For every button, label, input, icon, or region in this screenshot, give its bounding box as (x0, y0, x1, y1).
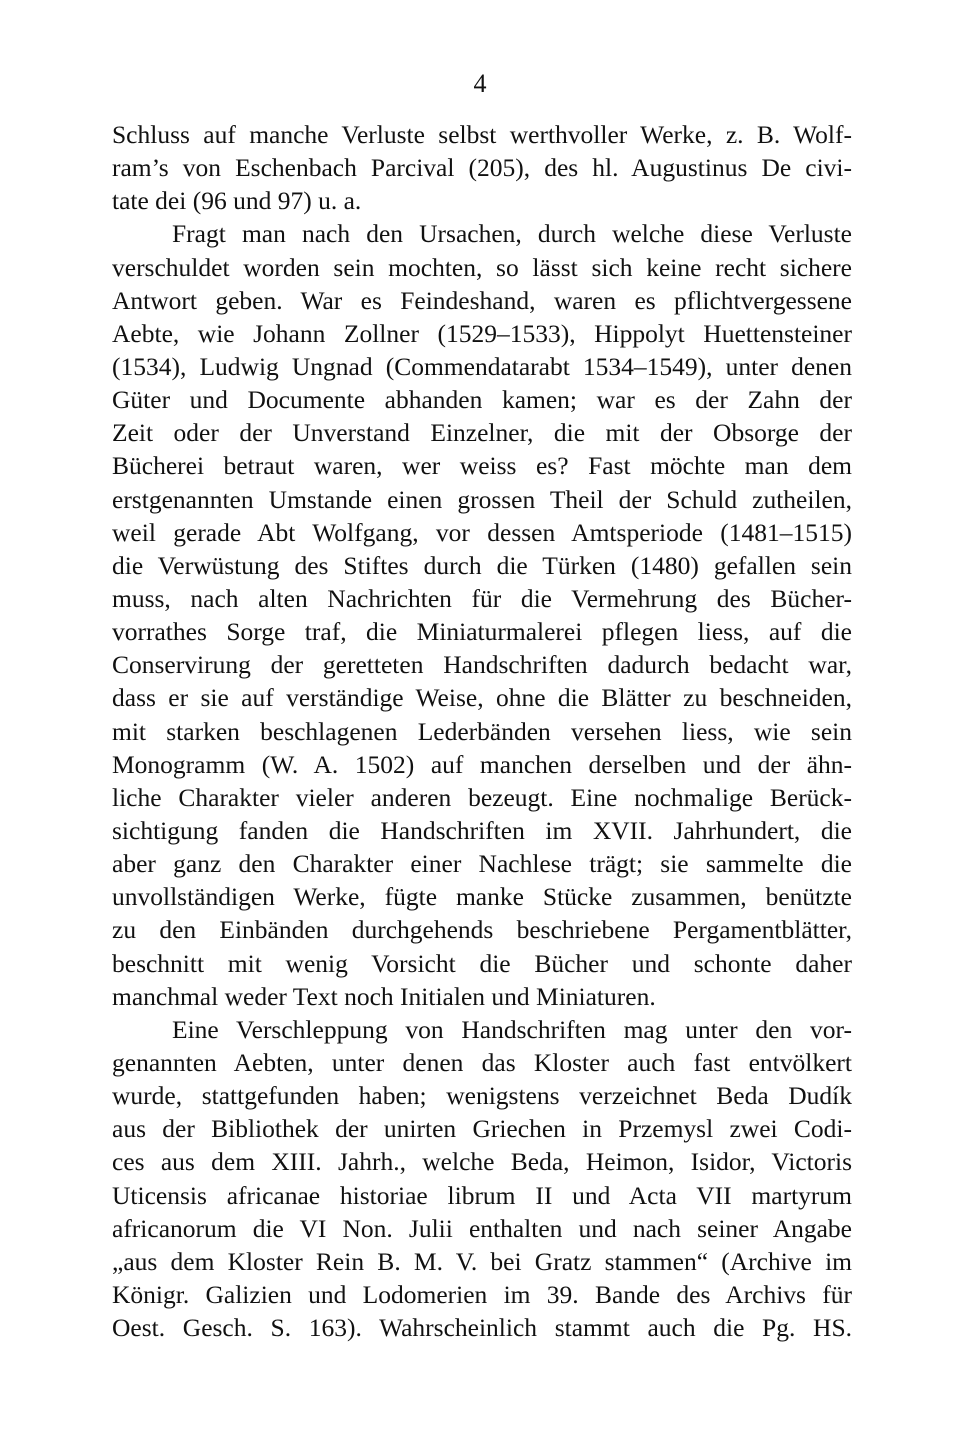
text-line: unvollständigen Werke, fügte manke Stücke zusammen, benützte (112, 882, 852, 912)
text-line: Zeit oder der Unverstand Einzelner, die mit der Obsorge der (112, 418, 852, 448)
text-line: Uticensis africanae historiae librum II und Acta VII martyrum (112, 1180, 852, 1210)
text-line: vorrathes Sorge traf, die Miniaturmalerei pflegen liess, auf die (112, 617, 852, 647)
text-line: manchmal weder Text noch Initialen und Miniaturen. (112, 981, 656, 1011)
text-line: beschnitt mit wenig Vorsicht die Bücher und schonte daher (112, 948, 852, 978)
text-line: aber ganz den Charakter einer Nachlese trägt; sie sammelte die (112, 849, 852, 879)
text-line: dass er sie auf verständige Weise, ohne die Blätter zu beschneiden, (112, 683, 852, 713)
text-line: Bücherei betraut waren, wer weiss es? Fast möchte man dem (112, 451, 852, 481)
text-line: Königr. Galizien und Lodomerien im 39. Bande des Archivs für (112, 1279, 852, 1309)
text-line: die Verwüstung des Stiftes durch die Türken (1480) gefallen sein (112, 550, 852, 580)
text-line: Aebte, wie Johann Zollner (1529–1533), Hippolyt Huettensteiner (112, 318, 852, 348)
text-line: sichtigung fanden die Handschriften im XVII. Jahrhundert, die (112, 815, 852, 845)
text-line: Oest. Gesch. S. 163). Wahrscheinlich stammt auch die Pg. HS. (112, 1313, 852, 1343)
text-line: africanorum die VI Non. Julii enthalten und nach seiner Angabe (112, 1213, 852, 1243)
body-text (112, 118, 852, 1344)
text-line: mit starken beschlagenen Lederbänden versehen liess, wie sein (112, 716, 852, 746)
text-line: liche Charakter vieler anderen bezeugt. Eine nochmalige Berück- (112, 782, 852, 812)
text-line: muss, nach alten Nachrichten für die Vermehrung des Bücher- (112, 583, 852, 613)
text-line: aus der Bibliothek der unirten Griechen in Przemysl zwei Codi- (112, 1114, 852, 1144)
text-line: verschuldet worden sein mochten, so lässt sich keine recht sichere (112, 252, 852, 282)
text-line: Eine Verschleppung von Handschriften mag unter den vor- (172, 1014, 852, 1044)
text-line: Conservirung der geretteten Handschriften dadurch bedacht war, (112, 650, 852, 680)
text-line: erstgenannten Umstande einen grossen Theil der Schuld zutheilen, (112, 484, 852, 514)
text-line: ram’s von Eschenbach Parcival (205), des hl. Augustinus De civi- (112, 153, 852, 183)
text-line: ces aus dem XIII. Jahrh., welche Beda, Heimon, Isidor, Victoris (112, 1147, 852, 1177)
text-line: Güter und Documente abhanden kamen; war es der Zahn der (112, 385, 852, 415)
text-line: Monogramm (W. A. 1502) auf manchen derselben und der ähn- (112, 749, 852, 779)
text-line: weil gerade Abt Wolfgang, vor dessen Amtsperiode (1481–1515) (112, 517, 852, 547)
text-line: wurde, stattgefunden haben; wenigstens verzeichnet Beda Dudík (112, 1081, 852, 1111)
text-line: zu den Einbänden durchgehends beschriebene Pergamentblätter, (112, 915, 852, 945)
text-line: genannten Aebten, unter denen das Kloster auch fast entvölkert (112, 1047, 852, 1077)
text-line: Antwort geben. War es Feindeshand, waren es pflichtvergessene (112, 285, 852, 315)
text-line: tate dei (96 und 97) u. a. (112, 186, 362, 216)
page-number: 4 (473, 69, 487, 98)
text-line: (1534), Ludwig Ungnad (Commendatarabt 1534–1549), unter denen (112, 351, 852, 381)
text-line: Fragt man nach den Ursachen, durch welche diese Verluste (172, 219, 852, 249)
text-line: Schluss auf manche Verluste selbst werthvoller Werke, z. B. Wolf- (112, 120, 852, 149)
text-line: „aus dem Kloster Rein B. M. V. bei Gratz stammen“ (Archive im (112, 1246, 852, 1276)
